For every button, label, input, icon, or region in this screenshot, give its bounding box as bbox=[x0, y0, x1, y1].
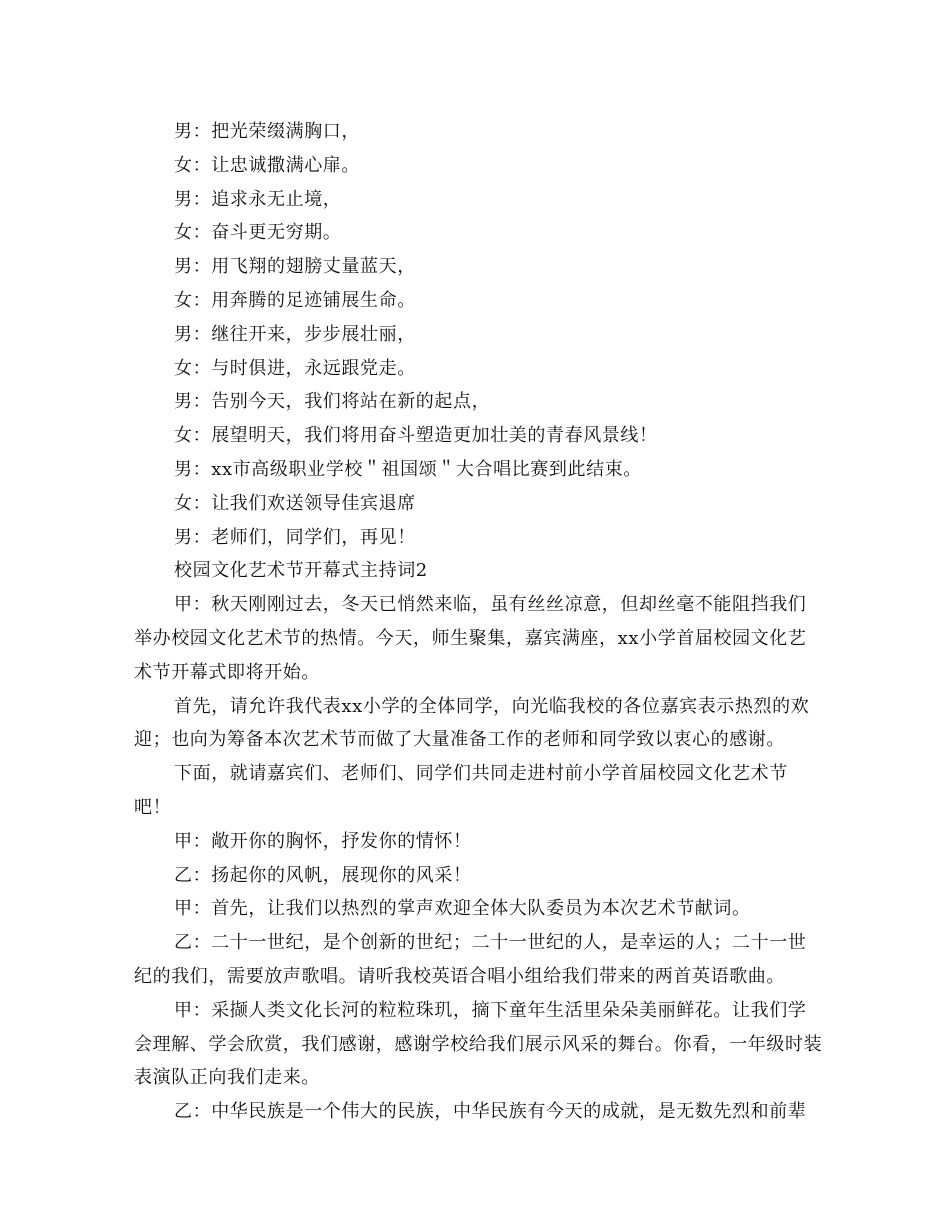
paragraph: 女：展望明天，我们将用奋斗塑造更加壮美的青春风景线！ bbox=[174, 425, 658, 447]
paragraph: 乙：二十一世纪，是个创新的世纪；二十一世纪的人，是幸运的人；二十一世纪的我们，需要放声歌唱。请听我校英语合唱小组给我们带来的两首英语歌曲。 bbox=[134, 932, 807, 987]
paragraph: 男：xx市高级职业学校＂祖国颂＂大合唱比赛到此结束。 bbox=[174, 458, 642, 480]
paragraph: 女：让我们欢送领导佳宾退席 bbox=[174, 492, 416, 514]
paragraph: 乙：扬起你的风帆，展现你的风采！ bbox=[174, 864, 472, 886]
paragraph: 下面，就请嘉宾们、老师们、同学们共同走进村前小学首届校园文化艺术节吧！ bbox=[134, 763, 788, 818]
paragraph: 女：与时俱进，永远跟党走。 bbox=[174, 357, 416, 379]
paragraph: 男：用飞翔的翅膀丈量蓝天， bbox=[174, 256, 416, 278]
paragraph: 男：继往开来，步步展壮丽， bbox=[174, 323, 416, 345]
paragraph: 男：把光荣缀满胸口， bbox=[174, 121, 360, 142]
paragraph: 男：告别今天，我们将站在新的起点， bbox=[174, 391, 491, 413]
paragraph: 女：用奔腾的足迹铺展生命。 bbox=[174, 289, 416, 311]
paragraph: 甲：采撷人类文化长河的粒粒珠玑，摘下童年生活里朵朵美丽鲜花。让我们学会理解、学会欣赏，我们感谢，感谢学校给我们展示风采的舞台。你看，一年级时装表演队正向我们走来。 bbox=[134, 999, 823, 1089]
paragraph: 女：奋斗更无穷期。 bbox=[174, 222, 342, 244]
paragraph: 甲：首先，让我们以热烈的掌声欢迎全体大队委员为本次艺术节献词。 bbox=[174, 898, 751, 920]
paragraph: 乙：中华民族是一个伟大的民族，中华民族有今天的成就，是无数先烈和前辈 bbox=[174, 1101, 807, 1123]
paragraph: 男：老师们，同学们，再见！ bbox=[174, 526, 416, 548]
paragraph: 甲：秋天刚刚过去，冬天已悄然来临，虽有丝丝凉意，但却丝毫不能阻挡我们举办校园文化艺术节的热情。今天，师生聚集，嘉宾满座，xx小学首届校园文化艺术节开幕式即将开始。 bbox=[134, 594, 807, 683]
paragraph: 男：追求永无止境， bbox=[174, 188, 342, 210]
paragraph: 甲：敞开你的胸怀，抒发你的情怀！ bbox=[174, 830, 472, 852]
paragraph: 女：让忠诚撒满心扉。 bbox=[174, 154, 360, 176]
paragraph: 首先，请允许我代表xx小学的全体同学，向光临我校的各位嘉宾表示热烈的欢迎；也向为筹备本次艺术节而做了大量准备工作的老师和同学致以衷心的感谢。 bbox=[134, 695, 810, 751]
document-body bbox=[134, 115, 824, 1129]
section-title: 校园文化艺术节开幕式主持词2 bbox=[174, 560, 428, 582]
